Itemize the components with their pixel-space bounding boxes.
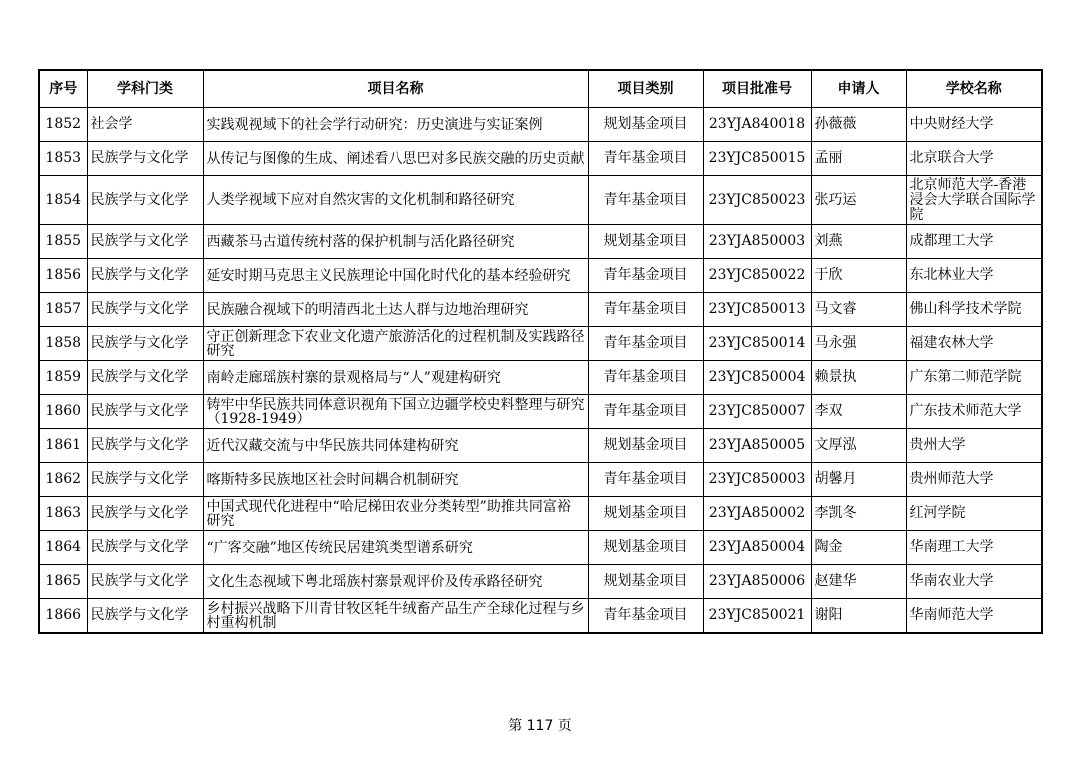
cell-discipline: 民族学与文化学 <box>87 565 203 599</box>
cell-applicant: 孙薇薇 <box>811 108 906 142</box>
cell-approval-no: 23YJC850023 <box>703 176 811 225</box>
page-number: 第 117 页 <box>508 718 572 734</box>
cell-seq: 1860 <box>39 395 87 429</box>
cell-title: 铸牢中华民族共同体意识视角下国立边疆学校史料整理与研究（1928-1949） <box>203 395 588 429</box>
cell-discipline: 民族学与文化学 <box>87 293 203 327</box>
cell-category: 规划基金项目 <box>588 108 703 142</box>
cell-category: 青年基金项目 <box>588 259 703 293</box>
cell-discipline: 民族学与文化学 <box>87 531 203 565</box>
cell-title: 文化生态视域下粤北瑶族村寨景观评价及传承路径研究 <box>203 565 588 599</box>
cell-school: 广东技术师范大学 <box>906 395 1042 429</box>
cell-seq: 1856 <box>39 259 87 293</box>
cell-seq: 1853 <box>39 142 87 176</box>
cell-school: 贵州大学 <box>906 429 1042 463</box>
cell-category: 规划基金项目 <box>588 497 703 531</box>
cell-applicant: 马文睿 <box>811 293 906 327</box>
cell-school: 红河学院 <box>906 497 1042 531</box>
cell-seq: 1864 <box>39 531 87 565</box>
cell-title: 延安时期马克思主义民族理论中国化时代化的基本经验研究 <box>203 259 588 293</box>
cell-discipline: 民族学与文化学 <box>87 463 203 497</box>
cell-seq: 1859 <box>39 361 87 395</box>
cell-category: 青年基金项目 <box>588 142 703 176</box>
cell-approval-no: 23YJC850021 <box>703 599 811 634</box>
cell-discipline: 民族学与文化学 <box>87 497 203 531</box>
cell-approval-no: 23YJA850006 <box>703 565 811 599</box>
table-row <box>39 176 1042 225</box>
cell-category: 青年基金项目 <box>588 463 703 497</box>
cell-approval-no: 23YJC850014 <box>703 327 811 361</box>
cell-seq: 1855 <box>39 225 87 259</box>
project-table <box>38 69 1043 634</box>
cell-approval-no: 23YJC850015 <box>703 142 811 176</box>
cell-applicant: 马永强 <box>811 327 906 361</box>
header-applicant: 申请人 <box>811 70 906 108</box>
cell-seq: 1866 <box>39 599 87 634</box>
cell-applicant: 赵建华 <box>811 565 906 599</box>
cell-school: 广东第二师范学院 <box>906 361 1042 395</box>
cell-discipline: 民族学与文化学 <box>87 599 203 634</box>
cell-seq: 1858 <box>39 327 87 361</box>
cell-category: 规划基金项目 <box>588 429 703 463</box>
cell-applicant: 孟丽 <box>811 142 906 176</box>
cell-approval-no: 23YJA840018 <box>703 108 811 142</box>
table-row <box>39 497 1042 531</box>
cell-category: 青年基金项目 <box>588 176 703 225</box>
cell-approval-no: 23YJC850004 <box>703 361 811 395</box>
cell-applicant: 李双 <box>811 395 906 429</box>
cell-title: “广客交融”地区传统民居建筑类型谱系研究 <box>203 531 588 565</box>
cell-approval-no: 23YJA850002 <box>703 497 811 531</box>
cell-seq: 1865 <box>39 565 87 599</box>
cell-title: 人类学视域下应对自然灾害的文化机制和路径研究 <box>203 176 588 225</box>
table-row <box>39 463 1042 497</box>
header-discipline: 学科门类 <box>87 70 203 108</box>
cell-title: 实践观视域下的社会学行动研究：历史演进与实证案例 <box>203 108 588 142</box>
cell-approval-no: 23YJC850003 <box>703 463 811 497</box>
cell-title: 中国式现代化进程中“哈尼梯田农业分类转型”助推共同富裕研究 <box>203 497 588 531</box>
table-row <box>39 142 1042 176</box>
cell-applicant: 张巧运 <box>811 176 906 225</box>
cell-approval-no: 23YJA850005 <box>703 429 811 463</box>
cell-applicant: 李凯冬 <box>811 497 906 531</box>
cell-school: 华南师范大学 <box>906 599 1042 634</box>
cell-discipline: 民族学与文化学 <box>87 142 203 176</box>
cell-category: 规划基金项目 <box>588 225 703 259</box>
cell-title: 从传记与图像的生成、阐述看八思巴对多民族交融的历史贡献 <box>203 142 588 176</box>
cell-discipline: 民族学与文化学 <box>87 395 203 429</box>
cell-discipline: 民族学与文化学 <box>87 361 203 395</box>
cell-school: 成都理工大学 <box>906 225 1042 259</box>
table-header-row <box>39 70 1042 108</box>
cell-title: 乡村振兴战略下川青甘牧区牦牛绒畜产品生产全球化过程与乡村重构机制 <box>203 599 588 634</box>
table-row <box>39 225 1042 259</box>
header-approval-no: 项目批准号 <box>703 70 811 108</box>
cell-seq: 1857 <box>39 293 87 327</box>
cell-discipline: 民族学与文化学 <box>87 327 203 361</box>
cell-school: 华南农业大学 <box>906 565 1042 599</box>
table-row <box>39 429 1042 463</box>
cell-school: 北京师范大学-香港浸会大学联合国际学院 <box>906 176 1042 225</box>
cell-seq: 1862 <box>39 463 87 497</box>
cell-school: 福建农林大学 <box>906 327 1042 361</box>
cell-category: 规划基金项目 <box>588 565 703 599</box>
cell-seq: 1861 <box>39 429 87 463</box>
cell-category: 规划基金项目 <box>588 531 703 565</box>
cell-category: 青年基金项目 <box>588 361 703 395</box>
cell-applicant: 于欣 <box>811 259 906 293</box>
cell-seq: 1854 <box>39 176 87 225</box>
cell-category: 青年基金项目 <box>588 327 703 361</box>
cell-applicant: 文厚泓 <box>811 429 906 463</box>
table-row <box>39 108 1042 142</box>
cell-approval-no: 23YJA850004 <box>703 531 811 565</box>
header-category: 项目类别 <box>588 70 703 108</box>
cell-applicant: 赖景执 <box>811 361 906 395</box>
header-seq: 序号 <box>39 70 87 108</box>
header-title: 项目名称 <box>203 70 588 108</box>
cell-discipline: 民族学与文化学 <box>87 259 203 293</box>
cell-applicant: 刘燕 <box>811 225 906 259</box>
table-row <box>39 599 1042 634</box>
cell-school: 佛山科学技术学院 <box>906 293 1042 327</box>
cell-title: 近代汉藏交流与中华民族共同体建构研究 <box>203 429 588 463</box>
cell-title: 喀斯特多民族地区社会时间耦合机制研究 <box>203 463 588 497</box>
table-row <box>39 565 1042 599</box>
cell-approval-no: 23YJC850013 <box>703 293 811 327</box>
cell-title: 南岭走廊瑶族村寨的景观格局与“人”观建构研究 <box>203 361 588 395</box>
cell-school: 华南理工大学 <box>906 531 1042 565</box>
cell-discipline: 民族学与文化学 <box>87 176 203 225</box>
cell-school: 北京联合大学 <box>906 142 1042 176</box>
cell-applicant: 胡馨月 <box>811 463 906 497</box>
cell-approval-no: 23YJC850022 <box>703 259 811 293</box>
table-row <box>39 327 1042 361</box>
table-row <box>39 531 1042 565</box>
cell-discipline: 社会学 <box>87 108 203 142</box>
table-row <box>39 361 1042 395</box>
cell-title: 民族融合视域下的明清西北土达人群与边地治理研究 <box>203 293 588 327</box>
cell-applicant: 陶金 <box>811 531 906 565</box>
cell-title: 西藏茶马古道传统村落的保护机制与活化路径研究 <box>203 225 588 259</box>
cell-school: 中央财经大学 <box>906 108 1042 142</box>
cell-applicant: 谢阳 <box>811 599 906 634</box>
cell-seq: 1852 <box>39 108 87 142</box>
cell-seq: 1863 <box>39 497 87 531</box>
cell-approval-no: 23YJA850003 <box>703 225 811 259</box>
table-row <box>39 395 1042 429</box>
cell-discipline: 民族学与文化学 <box>87 225 203 259</box>
cell-school: 东北林业大学 <box>906 259 1042 293</box>
cell-school: 贵州师范大学 <box>906 463 1042 497</box>
table-row <box>39 259 1042 293</box>
header-school: 学校名称 <box>906 70 1042 108</box>
cell-discipline: 民族学与文化学 <box>87 429 203 463</box>
table-row <box>39 293 1042 327</box>
cell-approval-no: 23YJC850007 <box>703 395 811 429</box>
cell-title: 守正创新理念下农业文化遗产旅游活化的过程机制及实践路径研究 <box>203 327 588 361</box>
cell-category: 青年基金项目 <box>588 599 703 634</box>
cell-category: 青年基金项目 <box>588 293 703 327</box>
cell-category: 青年基金项目 <box>588 395 703 429</box>
